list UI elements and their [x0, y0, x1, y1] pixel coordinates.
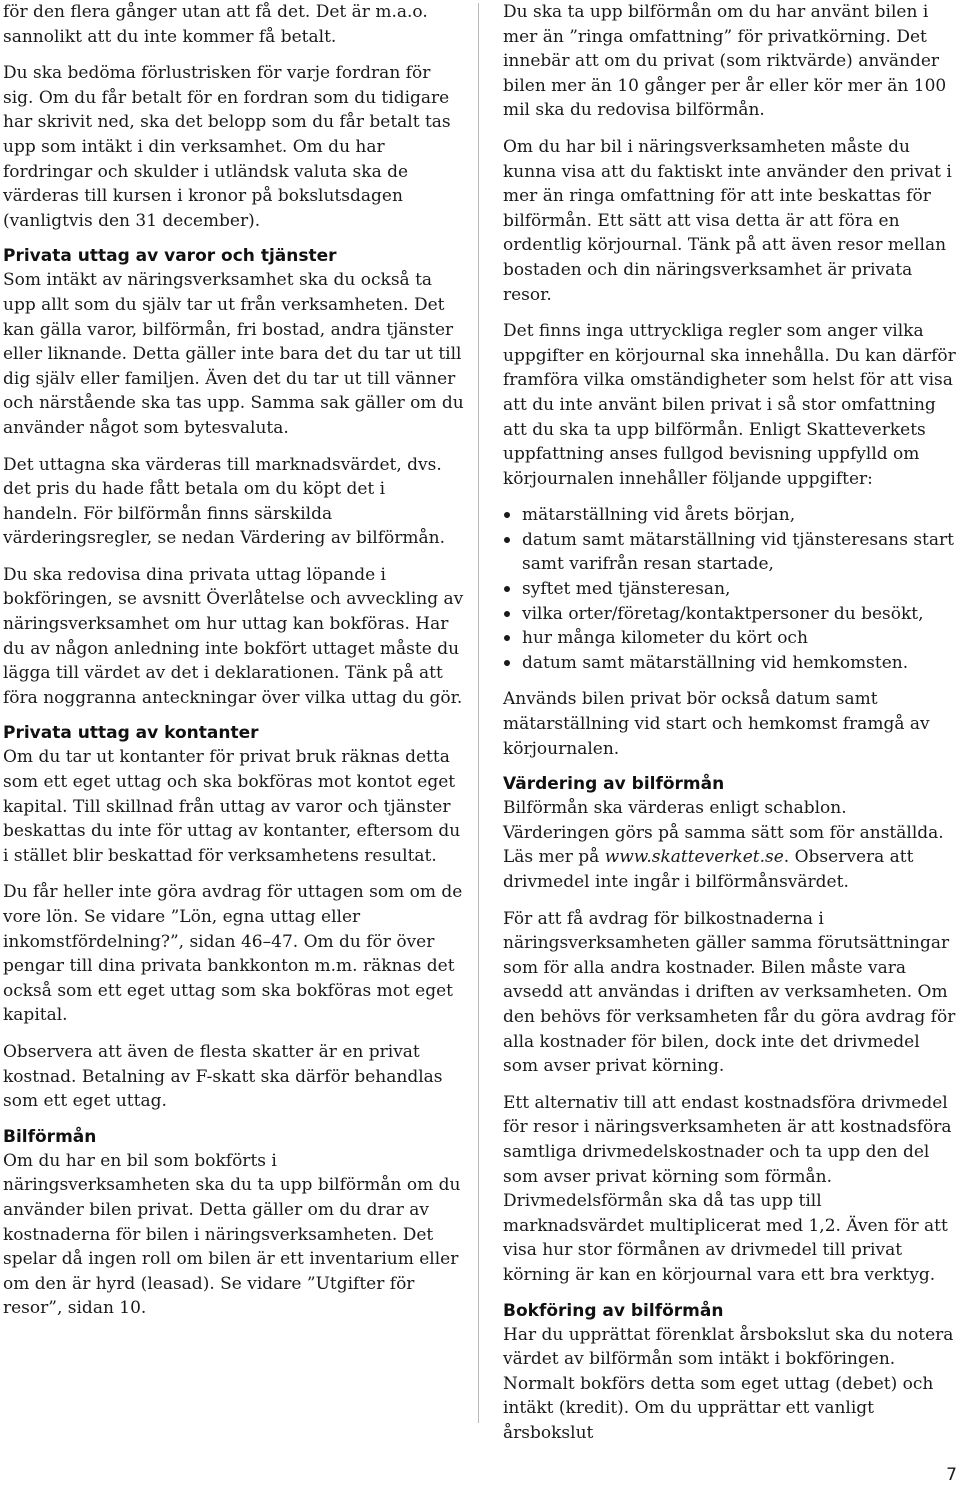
list-item: datum samt mätarställning vid hemkomsten.: [503, 651, 958, 676]
paragraph: Det finns inga uttryckliga regler som anger vilka uppgifter en körjournal ska innehålla. Du kan därför framföra vilka omständigheter som helst för att visa att du inte använt bilen privat i så stor omfattning att du ska ta upp bilförmån. Enligt Skatteverkets uppfattning anses fullgod bevisning uppfylld om körjournalen innehåller följande uppgifter:: [503, 321, 956, 489]
paragraph: Du ska bedöma förlustrisken för varje fordran för sig. Om du får betalt för en fordran som du tidigare har skrivit ned, ska det belopp som du får betalt tas upp som intäkt i din verksamhet. Om du har fordringar och skulder i utländsk valuta ska de värderas till kursen i kronor på bokslutsdagen (vanligtvis den 31 december).: [3, 63, 451, 231]
korjournal-requirements-list: [503, 503, 958, 675]
paragraph: Används bilen privat bör också datum samt mätarställning vid start och hemkomst framgå av körjournalen.: [503, 689, 930, 759]
paragraph: Du får heller inte göra avdrag för uttagen som om de vore lön. Se vidare ”Lön, egna uttag eller inkomstfördelning?”, sidan 46–47. Om du för över pengar till dina privata bankkonton m.m. räknas det också som ett eget uttag som ska bokföras mot eget kapital.: [3, 882, 463, 1026]
paragraph: Som intäkt av näringsverksamhet ska du också ta upp allt som du själv tar ut från verksamheten. Det kan gälla varor, bilförmån, fri bostad, andra tjänster eller liknande. Detta gäller inte bara det du tar ut till dig själv eller familjen. Även det du tar ut till vänner och närstående ska tas upp. Samma sak gäller om du använder något som bytesvaluta.: [3, 270, 464, 438]
paragraph: Det uttagna ska värderas till marknadsvärdet, dvs. det pris du hade fått betala om du köpt det i handeln. För bilförmån finns särskilda värderingsregler, se nedan Värdering av bilförmån.: [3, 454, 446, 549]
paragraph: Om du har bil i näringsverksamheten måste du kunna visa att du faktiskt inte använder den privat i mer än ringa omfattning för att inte beskattas för bilförmån. Ett sätt att visa detta är att föra en ordentlig körjournal. Tänk på att även resor mellan bostaden och din näringsverksamhet är privata resor.: [503, 136, 952, 305]
paragraph: Du ska redovisa dina privata uttag löpande i bokföringen, se avsnitt Överlåtelse och avveckling av näringsverksamhet om hur uttag kan bokföras. Har du av någon anledning inte bokfört uttaget måste du lägga till värdet av det i deklarationen. Tänk på att föra noggranna anteckningar över vilka uttag du gör.: [3, 564, 464, 708]
section-heading-vardering-av-bilforman: Värdering av bilförmån: [503, 774, 725, 795]
left-column: [3, 0, 465, 1333]
paragraph: Om du tar ut kontanter för privat bruk räknas detta som ett eget uttag och ska bokföras mot kontot eget kapital. Till skillnad från uttag av varor och tjänster beskattas du inte för uttag av kontanter, eftersom du i stället blir beskattad för verksamhetens resultat.: [3, 747, 461, 866]
list-item: vilka orter/företag/kontaktpersoner du besökt,: [503, 602, 958, 627]
paragraph-text: . Observera att drivmedel inte ingår i bilförmånsvärdet.: [503, 847, 914, 892]
right-column: [503, 0, 958, 1457]
paragraph-text: Bilförmån ska värderas enligt schablon. Värderingen görs på samma sätt som för anställda. Läs mer på: [503, 798, 944, 868]
list-item: hur många kilometer du kört och: [503, 626, 958, 651]
section-heading-privata-uttag-kontanter: Privata uttag av kontanter: [3, 723, 259, 744]
paragraph: för den flera gånger utan att få det. Det är m.a.o. sannolikt att du inte kommer få betalt.: [3, 2, 428, 47]
paragraph: [503, 796, 958, 894]
paragraph: Ett alternativ till att endast kostnadsföra drivmedel för resor i näringsverksamheten är att kostnadsföra samtliga drivmedelskostnader och ta upp den del som avser privat körning som förmån. Drivmedelsförmån ska då tas upp till marknadsvärdet multiplicerat med 1,2. Även för att visa hur stor förmånen av drivmedel till privat körning är kan en körjournal vara ett bra verktyg.: [503, 1092, 952, 1285]
skatteverket-link[interactable]: www.skatteverket.se: [604, 847, 784, 868]
paragraph: För att få avdrag för bilkostnaderna i näringsverksamheten gäller samma förutsättningar som för alla andra kostnader. Bilen måste vara avsedd att användas i driften av verksamheten. Om den behövs för verksamheten får du göra avdrag för alla kostnader för bilen, dock inte det drivmedel som avser privat körning.: [503, 908, 956, 1077]
list-item: mätarställning vid årets början,: [503, 503, 958, 528]
section-heading-privata-uttag-varor: Privata uttag av varor och tjänster: [3, 246, 337, 267]
paragraph: Om du har en bil som bokförts i näringsverksamheten ska du ta upp bilförmån om du använder bilen privat. Detta gäller om du drar av kostnaderna för bilen i näringsverksamheten. Det spelar då ingen roll om bilen är ett inventarium eller om den är hyrd (leasad). Se vidare ”Utgifter för resor”, sidan 10.: [3, 1150, 461, 1319]
page-number: 7: [946, 1465, 957, 1485]
paragraph: Observera att även de flesta skatter är en privat kostnad. Betalning av F-skatt ska därför behandlas som ett eget uttag.: [3, 1041, 443, 1112]
list-item: datum samt mätarställning vid tjänsteresans start samt varifrån resan startade,: [503, 528, 958, 577]
paragraph: Har du upprättat förenklat årsbokslut ska du notera värdet av bilförmån som intäkt i bokföringen. Normalt bokförs detta som eget uttag (debet) och intäkt (kredit). Om du upprättar ett vanligt årsbokslut: [503, 1324, 954, 1443]
section-heading-bokforing-av-bilforman: Bokföring av bilförmån: [503, 1300, 724, 1321]
paragraph: Du ska ta upp bilförmån om du har använt bilen i mer än ”ringa omfattning” för privatkörning. Det innebär att om du privat (som riktvärde) använder bilen mer än 10 gånger per år eller kör mer än 100 mil ska du redovisa bilförmån.: [503, 2, 947, 121]
list-item: syftet med tjänsteresan,: [503, 577, 958, 602]
column-divider: [478, 3, 479, 1423]
section-heading-bilforman: Bilförmån: [3, 1126, 97, 1147]
